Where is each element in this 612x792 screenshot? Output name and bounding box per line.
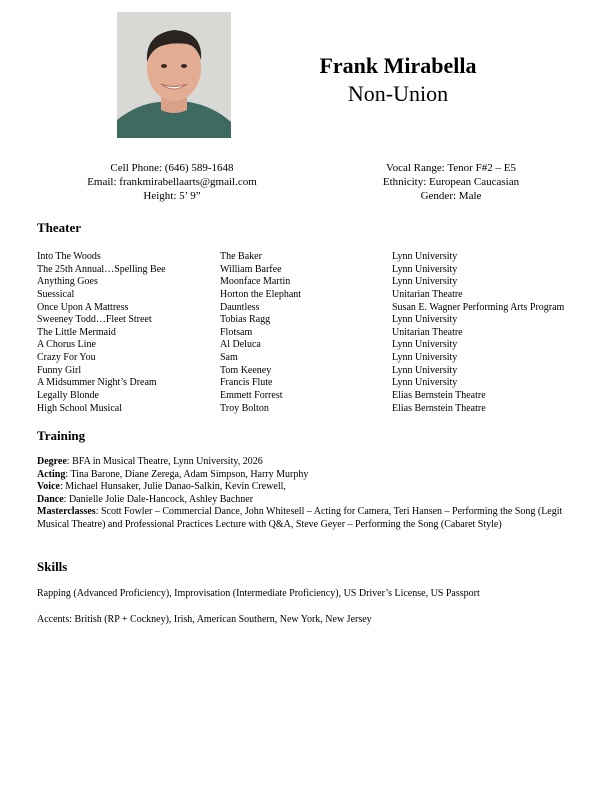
show-title: Crazy For You bbox=[37, 352, 96, 364]
credit-row bbox=[37, 302, 597, 315]
actor-name: Frank Mirabella bbox=[319, 53, 477, 78]
role: Moonface Martin bbox=[220, 276, 291, 288]
role: Troy Bolton bbox=[220, 402, 269, 414]
vocal-range-line: Vocal Range: Tenor F#2 – E5 bbox=[386, 162, 516, 174]
venue: Unitarian Theatre bbox=[392, 326, 463, 338]
venue: Lynn University bbox=[392, 339, 458, 351]
venue: Lynn University bbox=[392, 352, 458, 364]
union-status: Non-Union bbox=[347, 81, 449, 106]
skills-heading: Skills bbox=[37, 559, 68, 574]
venue: Lynn University bbox=[392, 314, 458, 326]
role: The Baker bbox=[220, 251, 262, 262]
credit-row bbox=[37, 289, 597, 302]
role: Dauntless bbox=[220, 301, 260, 313]
theater-heading: Theater bbox=[37, 220, 82, 235]
show-title: Funny Girl bbox=[37, 364, 82, 376]
skills-line: Rapping (Advanced Proficiency), Improvisation (Intermediate Proficiency), US Driver’s License, US Passport bbox=[37, 588, 480, 599]
show-title: High School Musical bbox=[37, 402, 122, 414]
masterclasses-line bbox=[37, 506, 585, 531]
show-title: The Little Mermaid bbox=[37, 326, 116, 338]
gender-line: Gender: Male bbox=[420, 190, 482, 202]
attributes-info bbox=[346, 161, 556, 203]
show-title: Sweeney Todd…Fleet Street bbox=[37, 314, 152, 326]
acting-value: : Tina Barone, Diane Zerega, Adam Simpson, Harry Murphy bbox=[65, 468, 309, 480]
credit-row bbox=[37, 276, 597, 289]
venue: Susan E. Wagner Performing Arts Program bbox=[392, 301, 565, 313]
role: Tom Keeney bbox=[220, 364, 272, 376]
voice-value: : Michael Hunsaker, Julie Danao-Salkin, Kevin Crewell, bbox=[59, 481, 286, 493]
credit-row bbox=[37, 264, 597, 277]
role: Flotsam bbox=[220, 326, 253, 338]
show-title: Once Upon A Mattress bbox=[37, 301, 129, 313]
masterclasses-label: Masterclasses bbox=[37, 506, 96, 518]
role: Francis Flute bbox=[220, 377, 273, 389]
degree-label: Degree bbox=[37, 456, 67, 467]
accents-line: Accents: British (RP + Cockney), Irish, American Southern, New York, New Jersey bbox=[37, 614, 372, 625]
show-title: A Chorus Line bbox=[37, 339, 96, 351]
headshot-photo bbox=[117, 12, 231, 138]
show-title: A Midsummer Night’s Dream bbox=[37, 377, 157, 389]
credit-row bbox=[37, 339, 597, 352]
training-heading: Training bbox=[37, 428, 86, 443]
credit-row bbox=[37, 352, 597, 365]
role: Al Deluca bbox=[220, 339, 261, 351]
venue: Lynn University bbox=[392, 276, 458, 288]
credit-row bbox=[37, 251, 597, 264]
name-block bbox=[290, 52, 506, 108]
venue: Lynn University bbox=[392, 377, 458, 389]
role: Emmett Forrest bbox=[220, 390, 283, 402]
role: William Barfee bbox=[220, 263, 282, 275]
training-details bbox=[37, 456, 585, 532]
acting-label: Acting bbox=[37, 468, 66, 480]
phone-line: Cell Phone: (646) 589-1648 bbox=[110, 162, 234, 174]
venue: Lynn University bbox=[392, 263, 458, 275]
venue: Lynn University bbox=[392, 251, 458, 262]
show-title: Suessical bbox=[37, 288, 75, 300]
credit-row bbox=[37, 327, 597, 340]
show-title: Anything Goes bbox=[37, 276, 98, 288]
show-title: Into The Woods bbox=[37, 251, 101, 262]
ethnicity-line: Ethnicity: European Caucasian bbox=[382, 176, 520, 188]
venue: Unitarian Theatre bbox=[392, 288, 463, 300]
contact-info bbox=[60, 161, 284, 203]
dance-line bbox=[37, 494, 585, 507]
theater-credits-table bbox=[37, 251, 597, 415]
credit-row bbox=[37, 314, 597, 327]
credit-row bbox=[37, 365, 597, 378]
venue: Elias Bernstein Theatre bbox=[392, 390, 486, 402]
show-title: The 25th Annual…Spelling Bee bbox=[37, 263, 166, 275]
degree-value: : BFA in Musical Theatre, Lynn University, 2026 bbox=[66, 456, 263, 467]
dance-label: Dance bbox=[37, 493, 64, 505]
degree-line bbox=[37, 456, 585, 469]
venue: Elias Bernstein Theatre bbox=[392, 402, 486, 414]
dance-value: : Danielle Jolie Dale-Hancock, Ashley Bachner bbox=[63, 493, 254, 505]
credit-row bbox=[37, 377, 597, 390]
email-line: Email: frankmirabellaarts@gmail.com bbox=[87, 176, 257, 188]
role: Tobias Ragg bbox=[220, 314, 271, 326]
voice-line bbox=[37, 481, 585, 494]
show-title: Legally Blonde bbox=[37, 390, 99, 402]
acting-line bbox=[37, 469, 585, 482]
credit-row bbox=[37, 403, 597, 416]
masterclasses-value: : Scott Fowler – Commercial Dance, John Whitesell – Acting for Camera, Teri Hansen – Performing the Song (Legit Musical Theatre) and Professional Practices Lecture with Q&A, Steve Geyer – Performing the Song (Cabaret Style) bbox=[37, 506, 563, 530]
role: Sam bbox=[220, 352, 238, 364]
credit-row bbox=[37, 390, 597, 403]
role: Horton the Elephant bbox=[220, 288, 302, 300]
voice-label: Voice bbox=[37, 481, 60, 493]
venue: Lynn University bbox=[392, 364, 458, 376]
height-line: Height: 5’ 9” bbox=[143, 190, 201, 202]
